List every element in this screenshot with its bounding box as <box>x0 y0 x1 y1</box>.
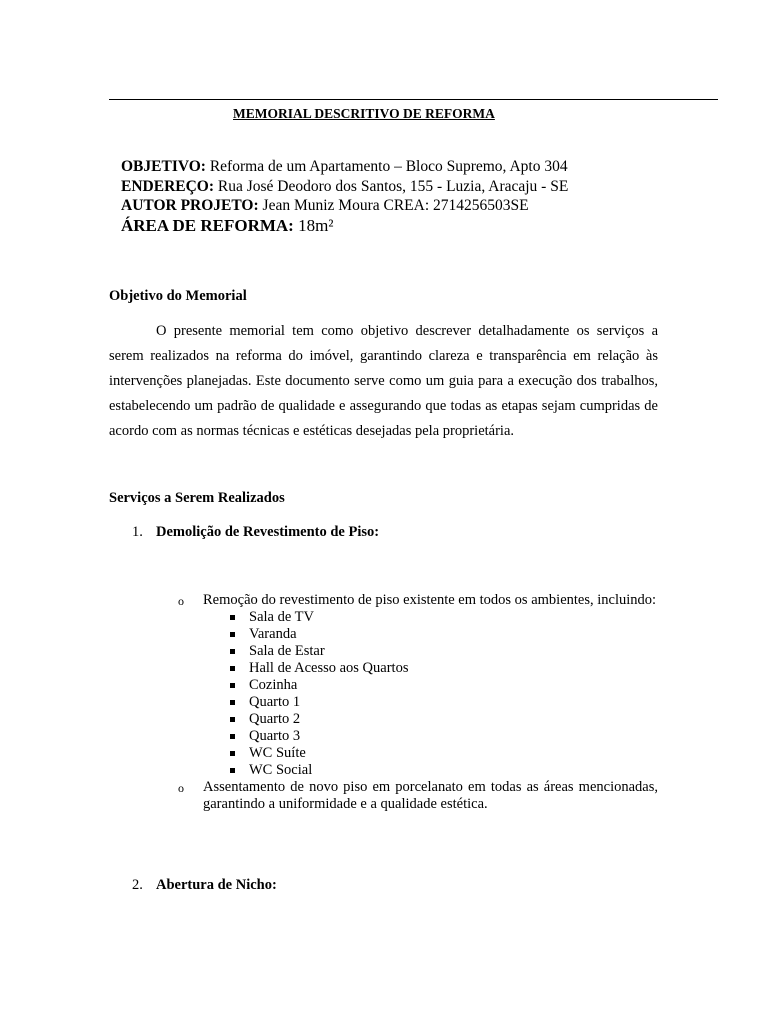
section-heading-servicos: Serviços a Serem Realizados <box>109 490 285 506</box>
info-value: 18m² <box>293 215 334 235</box>
room-name: Varanda <box>249 626 297 642</box>
list-item <box>178 745 658 762</box>
room-name: Sala de TV <box>249 609 314 625</box>
document-title: MEMORIAL DESCRITIVO DE REFORMA <box>233 106 495 121</box>
info-value: Reforma de um Apartamento – Bloco Supremo, Apto 304 <box>205 158 568 175</box>
info-endereco <box>121 177 568 197</box>
list-item <box>178 728 658 745</box>
circle-bullet-icon: o <box>178 781 184 795</box>
list-item <box>178 762 658 779</box>
square-bullet-icon <box>230 751 235 756</box>
header-rule <box>109 99 718 100</box>
square-bullet-icon <box>230 615 235 620</box>
room-name: WC Suíte <box>249 745 306 761</box>
sub-item-text: Assentamento de novo piso em porcelanato em todas as áreas mencionadas, garantindo a uniformidade e a qualidade estética. <box>203 779 658 812</box>
numbered-item-demolicao <box>132 524 379 541</box>
room-name: Quarto 3 <box>249 728 301 744</box>
info-autor <box>121 196 568 216</box>
item-title: Abertura de Nicho: <box>156 877 277 893</box>
square-bullet-icon <box>230 666 235 671</box>
numbered-item-nicho <box>132 877 277 894</box>
room-name: Sala de Estar <box>249 643 325 659</box>
demolicao-sub-list <box>178 592 658 813</box>
square-bullet-icon <box>230 632 235 637</box>
info-value: Jean Muniz Moura CREA: 2714256503SE <box>258 197 529 214</box>
item-number: 2. <box>132 877 143 893</box>
info-label: OBJETIVO: <box>121 158 206 175</box>
square-bullet-icon <box>230 768 235 773</box>
room-name: WC Social <box>249 762 313 778</box>
info-value: Rua José Deodoro dos Santos, 155 - Luzia, Aracaju - SE <box>214 177 569 195</box>
sub-item-remocao <box>178 592 658 609</box>
square-bullet-icon <box>230 649 235 654</box>
list-item <box>178 609 658 626</box>
item-title: Demolição de Revestimento de Piso: <box>156 524 380 540</box>
list-item <box>178 677 658 694</box>
section-heading-objetivo: Objetivo do Memorial <box>109 288 247 304</box>
info-label: ÁREA DE REFORMA: <box>121 215 294 235</box>
sub-item-text: Remoção do revestimento de piso existente em todos os ambientes, incluindo: <box>203 592 657 608</box>
square-bullet-icon <box>230 700 235 705</box>
square-bullet-icon <box>230 717 235 722</box>
room-name: Cozinha <box>249 677 298 693</box>
item-number: 1. <box>132 524 143 540</box>
room-name: Hall de Acesso aos Quartos <box>249 660 409 676</box>
info-area <box>121 216 568 236</box>
list-item <box>178 626 658 643</box>
room-name: Quarto 1 <box>249 694 301 710</box>
list-item <box>178 694 658 711</box>
sub-item-assentamento <box>178 779 658 813</box>
info-objetivo <box>121 157 568 177</box>
square-bullet-icon <box>230 683 235 688</box>
rooms-list <box>178 609 658 779</box>
info-label: ENDEREÇO: <box>121 177 215 195</box>
objetivo-paragraph: O presente memorial tem como objetivo descrever detalhadamente os serviços a serem realizados na reforma do imóvel, garantindo clareza e transparência em relação às intervenções planejadas. Este documento serve como um guia para a execução dos trabalhos, estabelecendo um padrão de qualidade e assegurando que todas as etapas sejam cumpridas de acordo com as normas técnicas e estéticas desejadas pela proprietária. <box>109 323 658 439</box>
room-name: Quarto 2 <box>249 711 301 727</box>
info-label: AUTOR PROJETO: <box>121 197 259 214</box>
square-bullet-icon <box>230 734 235 739</box>
list-item <box>178 660 658 677</box>
circle-bullet-icon: o <box>178 594 184 608</box>
project-info <box>121 157 568 235</box>
list-item <box>178 643 658 660</box>
list-item <box>178 711 658 728</box>
